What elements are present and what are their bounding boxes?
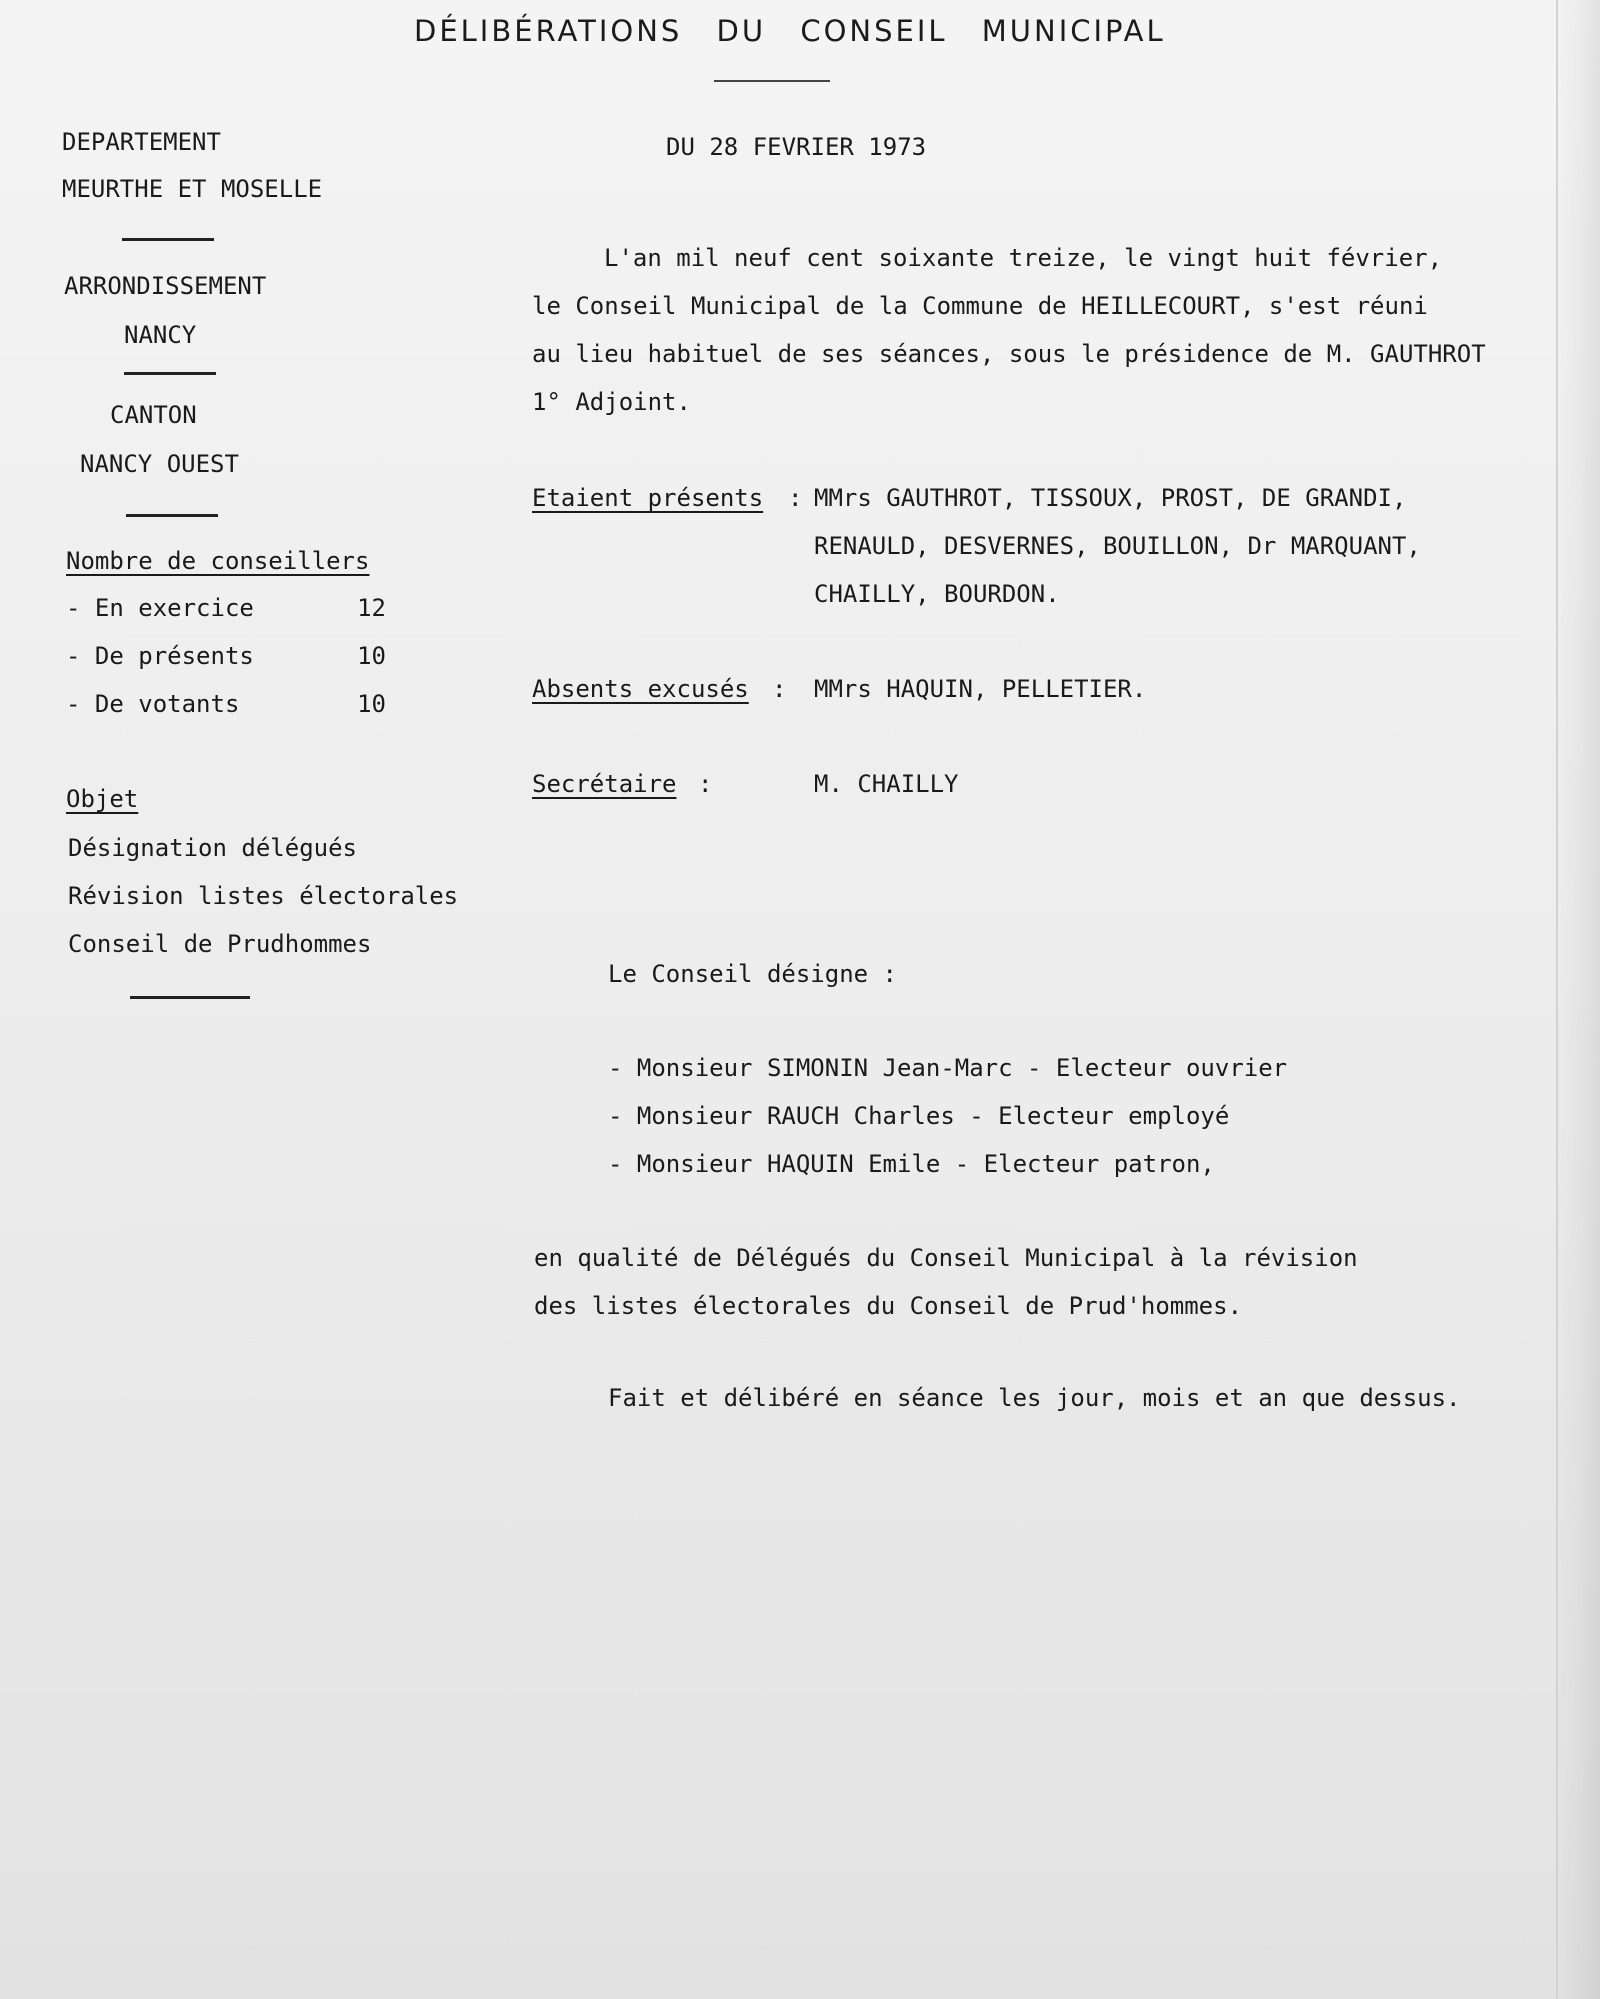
meeting-date: DU 28 FEVRIER 1973 bbox=[666, 133, 927, 161]
canton-label: CANTON bbox=[110, 401, 197, 429]
closing-line: Fait et délibéré en séance les jour, mois et an que dessus. bbox=[608, 1384, 1461, 1412]
canton-value: NANCY OUEST bbox=[80, 450, 239, 478]
delegate-line: - Monsieur SIMONIN Jean-Marc - Electeur ouvrier bbox=[608, 1054, 1288, 1082]
conseillers-heading: Nombre de conseillers bbox=[66, 547, 370, 575]
count-label-exercice: - En exercice bbox=[66, 594, 254, 622]
count-value-presents: 10 bbox=[357, 642, 386, 670]
page-edge-line bbox=[1556, 0, 1558, 1999]
presents-label: Etaient présents bbox=[532, 484, 764, 512]
page-edge-shadow bbox=[1554, 0, 1600, 1999]
intro-line: le Conseil Municipal de la Commune de HEILLECOURT, s'est réuni bbox=[532, 292, 1428, 320]
count-label-votants: - De votants bbox=[66, 690, 240, 718]
separator-rule bbox=[122, 238, 214, 241]
delegate-line: - Monsieur HAQUIN Emile - Electeur patron, bbox=[608, 1150, 1215, 1178]
separator-rule bbox=[130, 996, 250, 999]
separator-rule bbox=[124, 372, 216, 375]
secretaire-value: M. CHAILLY bbox=[814, 770, 959, 798]
qualite-line: des listes électorales du Conseil de Prud'hommes. bbox=[534, 1292, 1243, 1320]
objet-heading: Objet bbox=[66, 785, 139, 813]
separator-rule bbox=[126, 514, 218, 517]
arrondissement-label: ARRONDISSEMENT bbox=[64, 272, 267, 300]
document-title: DÉLIBÉRATIONS DU CONSEIL MUNICIPAL bbox=[414, 14, 1166, 48]
arrondissement-value: NANCY bbox=[124, 321, 197, 349]
presents-colon: : bbox=[788, 484, 803, 512]
count-value-votants: 10 bbox=[357, 690, 386, 718]
secretaire-label: Secrétaire bbox=[532, 770, 677, 798]
intro-line: au lieu habituel de ses séances, sous le présidence de M. GAUTHROT bbox=[532, 340, 1486, 368]
count-value-exercice: 12 bbox=[357, 594, 386, 622]
presents-line: MMrs GAUTHROT, TISSOUX, PROST, DE GRANDI, bbox=[814, 484, 1407, 512]
departement-label: DEPARTEMENT bbox=[62, 128, 221, 156]
count-label-presents: - De présents bbox=[66, 642, 254, 670]
title-underline-rule bbox=[714, 80, 830, 82]
qualite-line: en qualité de Délégués du Conseil Municipal à la révision bbox=[534, 1244, 1358, 1272]
delegate-line: - Monsieur RAUCH Charles - Electeur employé bbox=[608, 1102, 1230, 1130]
presents-line: RENAULD, DESVERNES, BOUILLON, Dr MARQUANT, bbox=[814, 532, 1421, 560]
intro-line: L'an mil neuf cent soixante treize, le vingt huit février, bbox=[604, 244, 1443, 272]
absents-value: MMrs HAQUIN, PELLETIER. bbox=[814, 675, 1147, 703]
designation-intro: Le Conseil désigne : bbox=[608, 960, 897, 988]
absents-label: Absents excusés bbox=[532, 675, 749, 703]
intro-line: 1° Adjoint. bbox=[532, 388, 691, 416]
absents-colon: : bbox=[772, 675, 787, 703]
objet-line: Révision listes électorales bbox=[68, 882, 459, 910]
objet-line: Désignation délégués bbox=[68, 834, 357, 862]
objet-line: Conseil de Prudhommes bbox=[68, 930, 372, 958]
departement-value: MEURTHE ET MOSELLE bbox=[62, 175, 323, 203]
presents-line: CHAILLY, BOURDON. bbox=[814, 580, 1060, 608]
secretaire-colon: : bbox=[698, 770, 713, 798]
